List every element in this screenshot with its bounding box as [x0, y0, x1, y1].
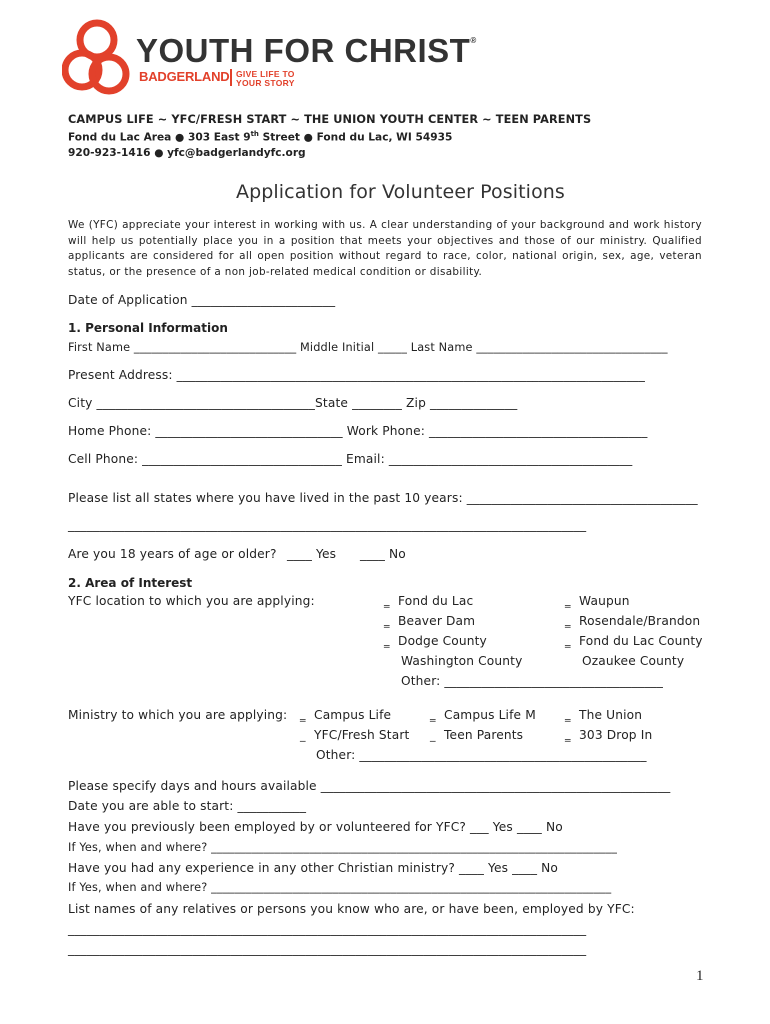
- programs-line: CAMPUS LIFE ~ YFC/FRESH START ~ THE UNION YOUTH CENTER ~ TEEN PARENTS: [68, 113, 592, 126]
- start-date-field[interactable]: Date you are able to start: ___________: [68, 799, 307, 813]
- intro-paragraph: We (YFC) appreciate your interest in working with us. A clear understanding of your background and work history will help us potentially place you in a position that meets your objectives and those of our ministry. Qualified applicants are considered for all open position without regard to race, color, national origin, sex, age, veteran status, or the presence of a non job-related medical condition or disability.: [68, 219, 702, 278]
- address-line: [68, 130, 452, 144]
- age-question: Are you 18 years of age or older?: [68, 547, 277, 561]
- location-label-text: Washington County: [401, 654, 523, 668]
- phone-fields[interactable]: Home Phone: ______________________________ Work Phone: ___________________________________: [68, 424, 648, 438]
- checkbox-icon: ‗: [384, 595, 390, 608]
- section-interest-heading: 2. Area of Interest: [68, 576, 193, 590]
- location-label-text: Rosendale/Brandon: [579, 614, 701, 628]
- location-label-text: Ozaukee County: [582, 654, 685, 668]
- age-no-option[interactable]: ____ No: [360, 547, 406, 561]
- present-address-field[interactable]: Present Address: ___________________________________________________________________________: [68, 368, 645, 382]
- checkbox-icon: ‗: [384, 615, 390, 628]
- location-label-text: Waupun: [579, 594, 630, 608]
- address-pre: Fond du Lac Area ● 303 East 9: [68, 131, 251, 144]
- location-label-text: Fond du Lac: [398, 594, 474, 608]
- logo-tagline-1: GIVE LIFE TO: [236, 69, 295, 79]
- ministry-label-text: 303 Drop In: [579, 728, 653, 742]
- location-option-beaver-dam[interactable]: [384, 614, 475, 628]
- location-option-waupun[interactable]: [565, 594, 630, 608]
- logo-rings-icon: [62, 18, 132, 102]
- location-option-ozaukee-county[interactable]: [582, 654, 684, 668]
- ministry-option-the-union[interactable]: [565, 708, 642, 722]
- location-label-text: Beaver Dam: [398, 614, 476, 628]
- location-option-fond-du-lac[interactable]: [384, 594, 473, 608]
- date-of-application[interactable]: Date of Application _______________________: [68, 293, 336, 307]
- address-post: Street ● Fond du Lac, WI 54935: [258, 131, 453, 144]
- page-title: Application for Volunteer Positions: [236, 181, 565, 203]
- location-other-field[interactable]: Other: ___________________________________: [401, 674, 663, 688]
- relatives-question: List names of any relatives or persons you know who are, or have been, employed by YFC:: [68, 902, 635, 916]
- contact-line: 920-923-1416 ● yfc@badgerlandyfc.org: [68, 147, 306, 159]
- cell-email-fields[interactable]: Cell Phone: ________________________________ Email: _______________________________________: [68, 452, 633, 466]
- ministry-other-field[interactable]: Other: ______________________________________________: [316, 748, 647, 762]
- ministry-option-campus-life-m[interactable]: [430, 708, 536, 722]
- logo-registered-mark: ®: [470, 36, 477, 45]
- ministry-experience-details[interactable]: If Yes, when and where? _____________________________________________________________________: [68, 881, 612, 894]
- days-hours-field[interactable]: Please specify days and hours available ________________________________________________________: [68, 779, 671, 793]
- section-personal-heading: 1. Personal Information: [68, 321, 228, 335]
- ministry-option-303-drop-in[interactable]: [565, 728, 652, 742]
- ministry-option-teen-parents[interactable]: [430, 728, 523, 742]
- relatives-line-2[interactable]: ___________________________________________________________________________________: [68, 942, 587, 956]
- checkbox-icon: ‗: [384, 635, 390, 648]
- logo-divider: [230, 69, 232, 86]
- location-option-rosendale-brandon[interactable]: [565, 614, 700, 628]
- prev-employed-question[interactable]: Have you previously been employed by or volunteered for YFC? ___ Yes ____ No: [68, 820, 563, 834]
- checkbox-icon: ‗: [565, 635, 571, 648]
- name-fields[interactable]: First Name ____________________________ Middle Initial _____ Last Name _________________________________: [68, 341, 668, 354]
- location-label: YFC location to which you are applying:: [68, 594, 315, 608]
- logo-tagline-2: YOUR STORY: [236, 78, 295, 88]
- logo-region: BADGERLAND: [139, 69, 230, 84]
- ministry-label-text: Campus Life M: [444, 708, 536, 722]
- states-lived-field[interactable]: Please list all states where you have lived in the past 10 years: _____________________________________: [68, 491, 698, 505]
- page-number: 1: [696, 968, 704, 984]
- checkbox-icon: _: [300, 729, 306, 742]
- address-sup: th: [250, 130, 259, 138]
- prev-employed-details[interactable]: If Yes, when and where? ______________________________________________________________________: [68, 841, 618, 854]
- location-option-fond-du-lac-county[interactable]: [565, 634, 703, 648]
- ministry-option-campus-life[interactable]: [300, 708, 391, 722]
- ministry-label-text: Campus Life: [314, 708, 392, 722]
- checkbox-icon: ‗: [565, 709, 571, 722]
- checkbox-icon: ‗: [565, 615, 571, 628]
- ministry-label: Ministry to which you are applying:: [68, 708, 288, 722]
- checkbox-icon: ‗: [565, 595, 571, 608]
- location-option-washington-county[interactable]: [401, 654, 522, 668]
- ministry-label-text: Teen Parents: [444, 728, 524, 742]
- location-label-text: Dodge County: [398, 634, 487, 648]
- ministry-label-text: YFC/Fresh Start: [314, 728, 410, 742]
- logo-title: YOUTH FOR CHRIST: [136, 32, 471, 69]
- states-lived-line-2[interactable]: ___________________________________________________________________________________: [68, 518, 587, 532]
- ministry-option-fresh-start[interactable]: [300, 728, 409, 742]
- city-state-zip-fields[interactable]: City ___________________________________State ________ Zip ______________: [68, 396, 518, 410]
- checkbox-icon: ‗: [565, 729, 571, 742]
- ministry-experience-question[interactable]: Have you had any experience in any other Christian ministry? ____ Yes ____ No: [68, 861, 559, 875]
- checkbox-icon: ‗: [300, 709, 306, 722]
- checkbox-icon: ‗: [430, 709, 436, 722]
- checkbox-icon: _: [430, 729, 436, 742]
- logo: [62, 18, 482, 102]
- ministry-label-text: The Union: [579, 708, 643, 722]
- relatives-line-1[interactable]: ___________________________________________________________________________________: [68, 922, 587, 936]
- location-option-dodge-county[interactable]: [384, 634, 487, 648]
- location-label-text: Fond du Lac County: [579, 634, 703, 648]
- age-yes-option[interactable]: ____ Yes: [287, 547, 337, 561]
